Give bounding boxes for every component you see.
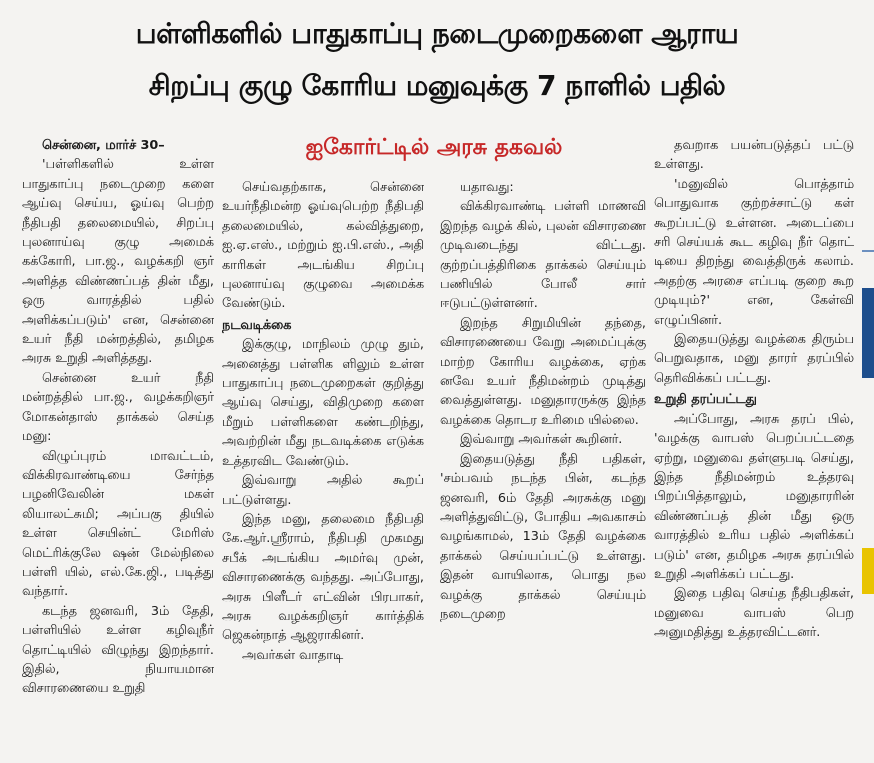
paragraph: இதையடுத்து வழக்கை திரும்ப பெறுவதாக, மனு தாரர் தரப்பில் தெரிவிக்கப் பட்டது.	[654, 332, 854, 386]
section-subheading: நடவடிக்கை	[222, 317, 292, 333]
paragraph: இறந்த சிறுமியின் தந்தை, விசாரணையை வேறு அமைப்புக்கு மாற்ற கோரிய வழக்கை, ஏற்க னவே உயர் நீதிமன்றம் முடித்து வைத்துள்ளது. மனுதாரருக்கு இந்த வழக்கை தொடர உரிமை யில்லை.	[440, 315, 646, 428]
paragraph: இக்குழு, மாநிலம் முழு தும், அனைத்து பள்ளிக ளிலும் உள்ள பாதுகாப்பு நடைமுறைகள் குறித்து ஆய்வு செய்து, விதிமுறை களை மீறும் பள்ளிகளை கண்டறிந்து, அவற்றின் மீது நடவடிக்கை எடுக்க உத்தரவிட வேண்டும்.	[222, 337, 424, 469]
column-3	[440, 178, 646, 761]
paragraph: செய்வதற்காக, சென்னை உயர்நீதிமன்ற ஓய்வுபெற்ற நீதிபதி தலைமையில், கல்வித்துறை, ஐ.ஏ.எஸ்., மற்றும் ஐ.பி.எஸ்., அதி காரிகள் அடங்கிய சிறப்பு புலனாய்வு குழுவை அமைக்க வேண்டும்.	[222, 180, 424, 312]
column-1	[22, 136, 214, 761]
paragraph: விக்கிரவாண்டி பள்ளி மாணவி இறந்த வழக் கில், புலன் விசாரணை முடிவடைந்து விட்டது. குற்றப்பத்திரிகை தாக்கல் செய்யும் பணியில் போலீ சார் ஈடுபட்டுள்ளனர்.	[440, 199, 646, 312]
paragraph: அப்போது, அரசு தரப் பில், 'வழக்கு வாபஸ் பெறப்பட்டதை ஏற்று, மனுவை தள்ளுபடி செய்து, இந்த நீதிமன்றம் உத்தரவு பிறப்பித்தாலும், மனுதாரரின் விண்ணப்பத் தின் மீது ஒரு வாரத்தில் உரிய பதில் அளிக்கப் படும்' என, தமிழக அரசு தரப்பில் உறுதி அளிக்கப் பட்டது.	[654, 411, 854, 582]
dateline: சென்னை, மார்ச் 30–	[42, 138, 165, 153]
paragraph: அவர்கள் வாதாடி	[242, 647, 344, 663]
paragraph: 'பள்ளிகளில் உள்ள பாதுகாப்பு நடைமுறை களை ஆய்வு செய்ய, ஓய்வு பெற்ற நீதிபதி தலைமையில், சிறப்பு புலனாய்வு குழு அமைக் கக்கோரி, பா.ஜ., வழக்கறி ஞர் அளித்த விண்ணப்பத் தின் மீது, ஒரு வாரத்தில் பதில் அளிக்கப்படும்' என, சென்னை உயர் நீதி மன்றத்தில், தமிழக அரசு உறுதி அளித்தது.	[22, 157, 214, 367]
paragraph: இந்த மனு, தலைமை நீதிபதி கே.ஆர்.ஸ்ரீராம், நீதிபதி முகமது சபீக் அடங்கிய அமர்வு முன், விசாரணைக்கு வந்தது. அப்போது, அரசு பிளீடர் எட்வின் பிரபாகர், அரசு வழக்கறிஞர் கார்த்திக் ஜெகன்நாத் ஆஜராகினர்.	[222, 511, 424, 644]
edge-rule	[862, 250, 874, 252]
headline-line-1: பள்ளிகளில் பாதுகாப்பு நடைமுறைகளை ஆராய	[135, 17, 739, 50]
paragraph: இதையடுத்து நீதி பதிகள், 'சம்பவம் நடந்த பின், கடந்த ஜனவரி, 6ம் தேதி அரசுக்கு மனு அளித்துவிட்டு, போதிய அவகாசம் வழங்காமல், 13ம் தேதி வழக்கை தாக்கல் செய்யப்பட்டு உள்ளது. இதன் வாயிலாக, பொது நல வழக்கு தாக்கல் செய்யும் நடைமுறை	[440, 451, 646, 622]
section-subheading: உறுதி தரப்பட்டது	[654, 392, 757, 408]
headline	[0, 8, 874, 112]
edge-color-strip-blue	[862, 288, 874, 378]
paragraph: இவ்வாறு அதில் கூறப் பட்டுள்ளது.	[222, 473, 424, 508]
paragraph: தவறாக பயன்படுத்தப் பட்டு உள்ளது.	[654, 138, 854, 173]
column-4	[654, 136, 854, 761]
paragraph: இவ்வாறு அவர்கள் கூறினர்.	[460, 432, 623, 448]
column-2	[222, 178, 424, 761]
paragraph: இதை பதிவு செய்த நீதிபதிகள், மனுவை வாபஸ் பெற அனுமதித்து உத்தரவிட்டனர்.	[654, 586, 854, 641]
subheadline: ஐகோர்ட்டில் அரசு தகவல்	[305, 135, 563, 160]
paragraph: சென்னை உயர் நீதி மன்றத்தில் பா.ஜ., வழக்கறிஞர் மோகன்தாஸ் தாக்கல் செய்த மனு:	[22, 370, 214, 445]
edge-color-strip-yellow	[862, 548, 874, 594]
paragraph: கடந்த ஜனவரி, 3ம் தேதி, பள்ளியில் உள்ள கழிவுநீர் தொட்டியில் விழுந்து இறந்தார். இதில், நியாயமான விசாரணையை உறுதி	[22, 603, 214, 697]
paragraph: விழுப்புரம் மாவட்டம், விக்கிரவாண்டியை சேர்ந்த பழனிவேலின் மகள் லியாலட்சுமி; அப்பகு தியில் உள்ள செயின்ட் மேரிஸ் மெட்ரிக்குலே ஷன் மேல்நிலை பள்ளி யில், எல்.கே.ஜி., படித்து வந்தார்.	[22, 448, 214, 600]
headline-line-2: சிறப்பு குழு கோரிய மனுவுக்கு 7 நாளில் பதில்	[148, 69, 726, 102]
paragraph: யதாவது:	[460, 180, 514, 195]
paragraph: 'மனுவில் பொத்தாம் பொதுவாக குற்றச்சாட்டு கள் கூறப்பட்டு உள்ளன. அடைப்பை சரி செய்யக் கூட கழிவு நீர் தொட் டியை திறந்து வைத்திருக் கலாம். அதற்கு அரசை எப்படி குறை கூற முடியும்?' என, கேள்வி எழுப்பினர்.	[654, 176, 854, 328]
